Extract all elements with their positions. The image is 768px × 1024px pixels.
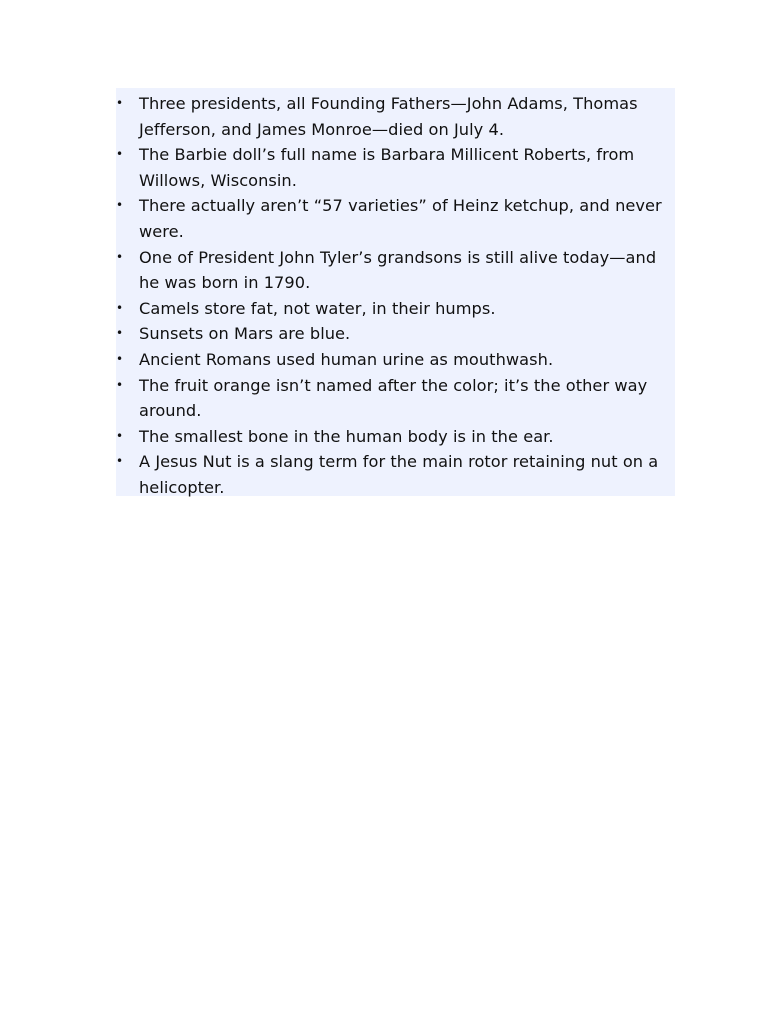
fact-text: One of President John Tyler’s grandsons is still alive today—and he was born in 1790. — [139, 247, 657, 293]
bullet-icon — [116, 373, 124, 399]
list-item — [116, 347, 675, 373]
list-item — [116, 321, 675, 347]
bullet-icon — [116, 321, 124, 347]
bullet-icon — [116, 142, 124, 168]
list-item — [116, 91, 675, 142]
fact-text: There actually aren’t “57 varieties” of Heinz ketchup, and never were. — [139, 196, 662, 241]
list-item — [116, 373, 675, 424]
fact-text: The smallest bone in the human body is in the ear. — [139, 426, 554, 446]
list-item — [116, 142, 675, 193]
fact-text: The Barbie doll’s full name is Barbara Millicent Roberts, from Willows, Wisconsin. — [139, 145, 635, 190]
facts-list — [116, 91, 675, 501]
fact-text: Ancient Romans used human urine as mouthwash. — [139, 349, 554, 369]
bullet-icon — [116, 193, 124, 219]
list-item — [116, 296, 675, 322]
list-item — [116, 449, 675, 500]
list-item — [116, 424, 675, 450]
list-item — [116, 193, 675, 244]
bullet-icon — [116, 296, 124, 322]
list-item — [116, 245, 675, 296]
bullet-icon — [116, 245, 124, 271]
fact-text: A Jesus Nut is a slang term for the main rotor retaining nut on a helicopter. — [139, 452, 659, 497]
fact-text: The fruit orange isn’t named after the color; it’s the other way around. — [139, 375, 648, 421]
facts-box — [116, 88, 675, 496]
bullet-icon — [116, 91, 124, 117]
fact-text: Sunsets on Mars are blue. — [139, 324, 351, 344]
bullet-icon — [116, 424, 124, 450]
fact-text: Three presidents, all Founding Fathers—John Adams, Thomas Jefferson, and James Monroe—died on July 4. — [139, 94, 638, 139]
fact-text: Camels store fat, not water, in their humps. — [139, 298, 496, 318]
bullet-icon — [116, 449, 124, 475]
bullet-icon — [116, 347, 124, 373]
